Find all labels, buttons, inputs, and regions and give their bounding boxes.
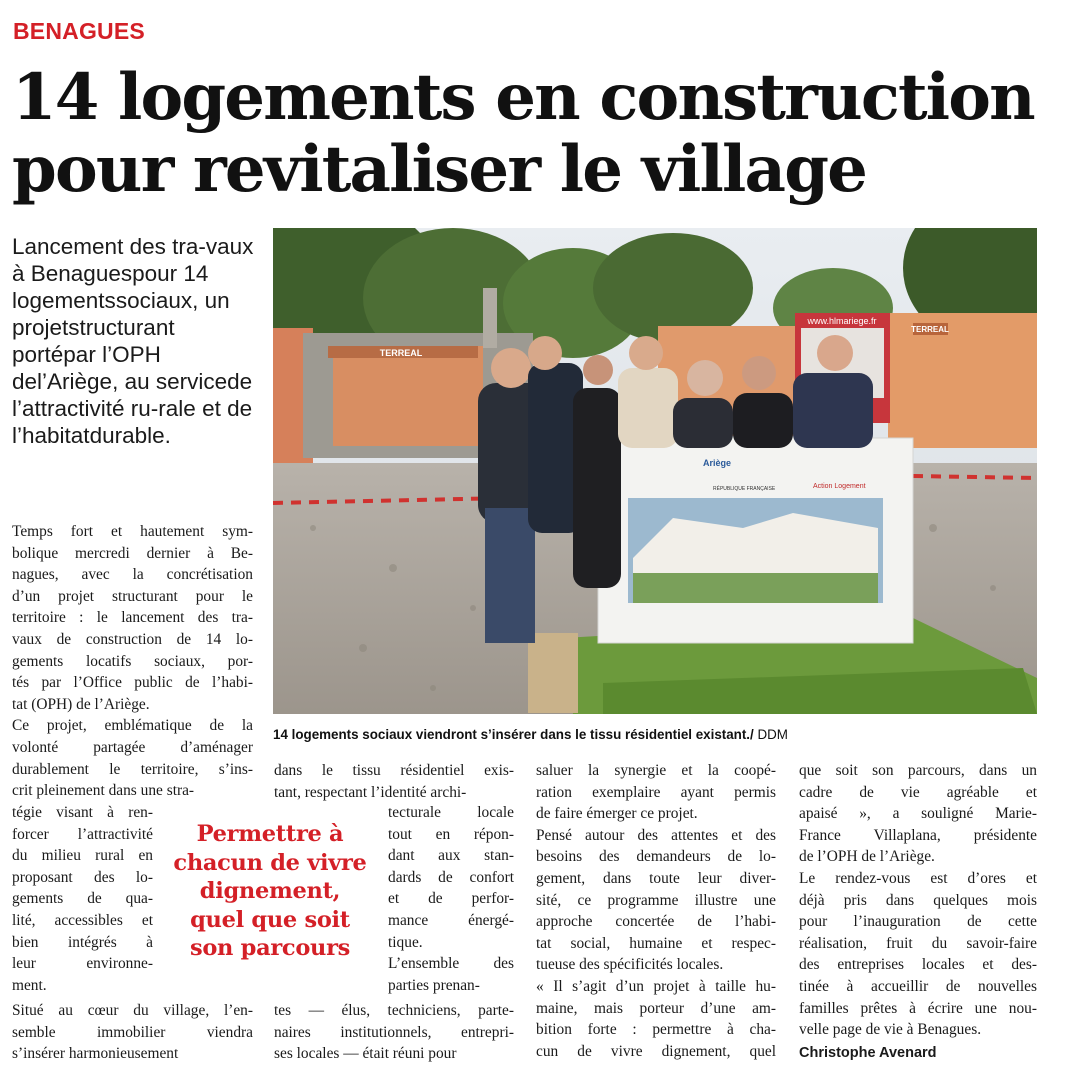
lead-line: structurant porté xyxy=(12,315,175,367)
body-text-line: tes — élus, techniciens, parte- xyxy=(274,1002,514,1019)
body-text-line: ment. xyxy=(12,976,47,994)
caption-text: 14 logements sociaux viendront s’insérer dans le tissu résidentiel existant./ xyxy=(273,727,754,742)
lead-line: de l’attractivité ru- xyxy=(12,369,253,421)
lead-paragraph xyxy=(12,233,260,449)
body-text-line: parties prenan- xyxy=(388,976,480,994)
quote-line: quel que soit xyxy=(190,906,350,933)
quote-line: chacun de vivre xyxy=(173,849,367,876)
body-text-line: France Villaplana, présidente xyxy=(799,826,1037,844)
project-board xyxy=(598,438,913,643)
body-text-line: cadre de vie agréable et xyxy=(799,783,1037,801)
body-text-line: de faire émerger ce projet. xyxy=(536,805,698,823)
body-text-line: s’insérer harmonieusement xyxy=(12,1045,179,1063)
body-text-line: familles prêtes à écrire une nou- xyxy=(799,999,1037,1017)
body-text-line: Le rendez-vous est d’ores et xyxy=(799,869,1037,887)
body-text-line: « Il s’agit d’un projet à taille hu- xyxy=(536,977,776,995)
body-column-3 xyxy=(536,760,776,1062)
body-text-line: forcer l’attractivité xyxy=(12,825,153,843)
author-signature: Christophe Avenard xyxy=(799,1045,937,1061)
body-text-line: bition forte : permettre à cha- xyxy=(536,1021,776,1039)
body-text-line: tueuse des spécificités locales. xyxy=(536,956,724,974)
body-text-line: territoire : le lancement des tra- xyxy=(12,609,253,627)
body-text-line: leur environne- xyxy=(12,955,153,973)
headline-line-1: 14 logements en construction xyxy=(12,60,1034,135)
body-text-line: pour l’inauguration de cette xyxy=(799,913,1037,931)
body-column-1-bottom xyxy=(12,1000,253,1065)
lead-line: pour 14 logements xyxy=(12,261,209,313)
body-text-line: d’un projet structurant pour le xyxy=(12,587,253,605)
body-text-line: gement, dans toute leur diver- xyxy=(536,869,776,887)
rubric-label: BENAGUES xyxy=(13,18,145,44)
photo-caption xyxy=(273,727,1053,742)
body-text-line: saluer la synergie et la coopé- xyxy=(536,762,776,779)
body-text-line: sité, ce programme illustre une xyxy=(536,891,776,909)
board-logo-republique: RÉPUBLIQUE FRANÇAISE xyxy=(713,486,776,492)
body-column-1-top xyxy=(12,521,253,802)
body-text-line: déjà pris dans quelques mois xyxy=(799,891,1037,909)
body-text-line: apaisé », a souligné Marie- xyxy=(799,805,1037,823)
body-text-line: dards de confort xyxy=(388,868,514,886)
headline-line-2: pour revitaliser le village xyxy=(12,132,867,207)
quote-line: dignement, xyxy=(199,878,341,904)
lead-line: durable. xyxy=(89,423,171,448)
quote-line: Permettre à xyxy=(196,821,344,847)
body-text-line: lité, accessibles et xyxy=(12,911,153,929)
body-text-line: durablement le territoire, s’ins- xyxy=(12,760,253,778)
body-text-line: tique. xyxy=(388,933,423,951)
body-text-line: des entreprises locales et des- xyxy=(799,956,1037,974)
banner-url: www.hlmariege.fr xyxy=(807,316,877,326)
body-text-line: volonté partagée d’aménager xyxy=(12,738,253,756)
body-text-line: Ce projet, emblématique de la xyxy=(12,717,253,735)
lead-line: sociaux, un projet xyxy=(12,288,230,340)
body-text-line: tecturale locale xyxy=(388,804,514,821)
body-text-line: tat (OPH) de l’Ariège. xyxy=(12,695,150,713)
body-text-line: et de perfor- xyxy=(388,890,514,908)
body-text-line: cun de vivre dignement, quel xyxy=(536,1042,776,1060)
board-logo-ariege: Ariège xyxy=(703,458,732,468)
body-text-line: besoins des demandeurs de lo- xyxy=(536,848,776,866)
lead-line: l’Ariège, au service xyxy=(37,369,228,394)
body-text-line: tat social, humaine et respec- xyxy=(536,934,776,952)
body-text-line: proposant des lo- xyxy=(12,868,153,886)
article-photo xyxy=(273,228,1037,714)
body-text-line: que soit son parcours, dans un xyxy=(799,762,1037,779)
body-text-line: dant aux stan- xyxy=(388,847,514,865)
body-text-line: vaux de construction de 14 lo- xyxy=(12,630,253,648)
pull-quote xyxy=(160,820,380,963)
body-text-line: maine, mais porteur d’une am- xyxy=(536,999,776,1017)
body-text-line: du milieu rural en xyxy=(12,847,153,865)
body-column-2-top xyxy=(274,760,514,803)
body-text-line: velle page de vie à Benagues. xyxy=(799,1021,982,1039)
body-text-line: de l’OPH de l’Ariège. xyxy=(799,848,935,866)
body-column-1-narrow xyxy=(12,802,153,996)
body-text-line: naires institutionnels, entrepri- xyxy=(274,1023,514,1041)
body-text-line: tinée à accueillir de nouvelles xyxy=(799,977,1037,995)
body-text-line: tout en répon- xyxy=(388,825,514,843)
body-column-2-bottom xyxy=(274,1000,514,1065)
body-text-line: gements de qua- xyxy=(12,890,153,908)
body-text-line: bolique mercredi dernier à Be- xyxy=(12,544,253,562)
body-text-line: semble immobilier viendra xyxy=(12,1023,253,1041)
body-text-line: gements locatifs sociaux, por- xyxy=(12,652,253,670)
body-text-line: Temps fort et hautement sym- xyxy=(12,523,253,540)
body-text-line: réalisation, fruit du savoir-faire xyxy=(799,934,1037,952)
lead-line: Lancement des tra- xyxy=(12,234,206,259)
body-text-line: tant, respectant l’identité archi- xyxy=(274,783,467,801)
body-column-2-narrow xyxy=(388,802,514,996)
body-text-line: nagues, avec la concrétisation xyxy=(12,566,253,584)
body-text-line: ses locales — était réuni pour xyxy=(274,1045,457,1063)
board-logo-action-logement: Action Logement xyxy=(813,483,866,490)
body-text-line: approche concertée de l’habi- xyxy=(536,913,776,931)
lead-line: rale et de l’habitat xyxy=(12,396,253,448)
body-text-line: bien intégrés à xyxy=(12,933,153,951)
body-text-line: Pensé autour des attentes et des xyxy=(536,826,776,844)
caption-credit: DDM xyxy=(753,727,788,742)
body-text-line: mance énergé- xyxy=(388,911,514,929)
lead-line: par l’OPH de xyxy=(12,342,161,394)
body-text-line: crit pleinement dans une stra- xyxy=(12,782,195,800)
quote-line: son parcours xyxy=(189,935,351,961)
headline xyxy=(12,62,1072,206)
body-text-line: tés par l’Office public de l’habi- xyxy=(12,674,253,692)
body-text-line: Situé au cœur du village, l’en- xyxy=(12,1002,253,1019)
body-text-line: ration exemplaire ayant permis xyxy=(536,783,776,801)
terreal-sign-1: TERREAL xyxy=(379,348,423,358)
body-text-line: dans le tissu résidentiel exis- xyxy=(274,762,514,779)
body-text-line: L’ensemble des xyxy=(388,955,514,973)
terreal-sign-2: TERREAL xyxy=(911,325,949,334)
body-column-4 xyxy=(799,760,1037,1041)
body-text-line: tégie visant à ren- xyxy=(12,804,153,821)
photo-illustration xyxy=(273,228,1037,714)
lead-line: vaux à Benagues xyxy=(12,234,254,286)
